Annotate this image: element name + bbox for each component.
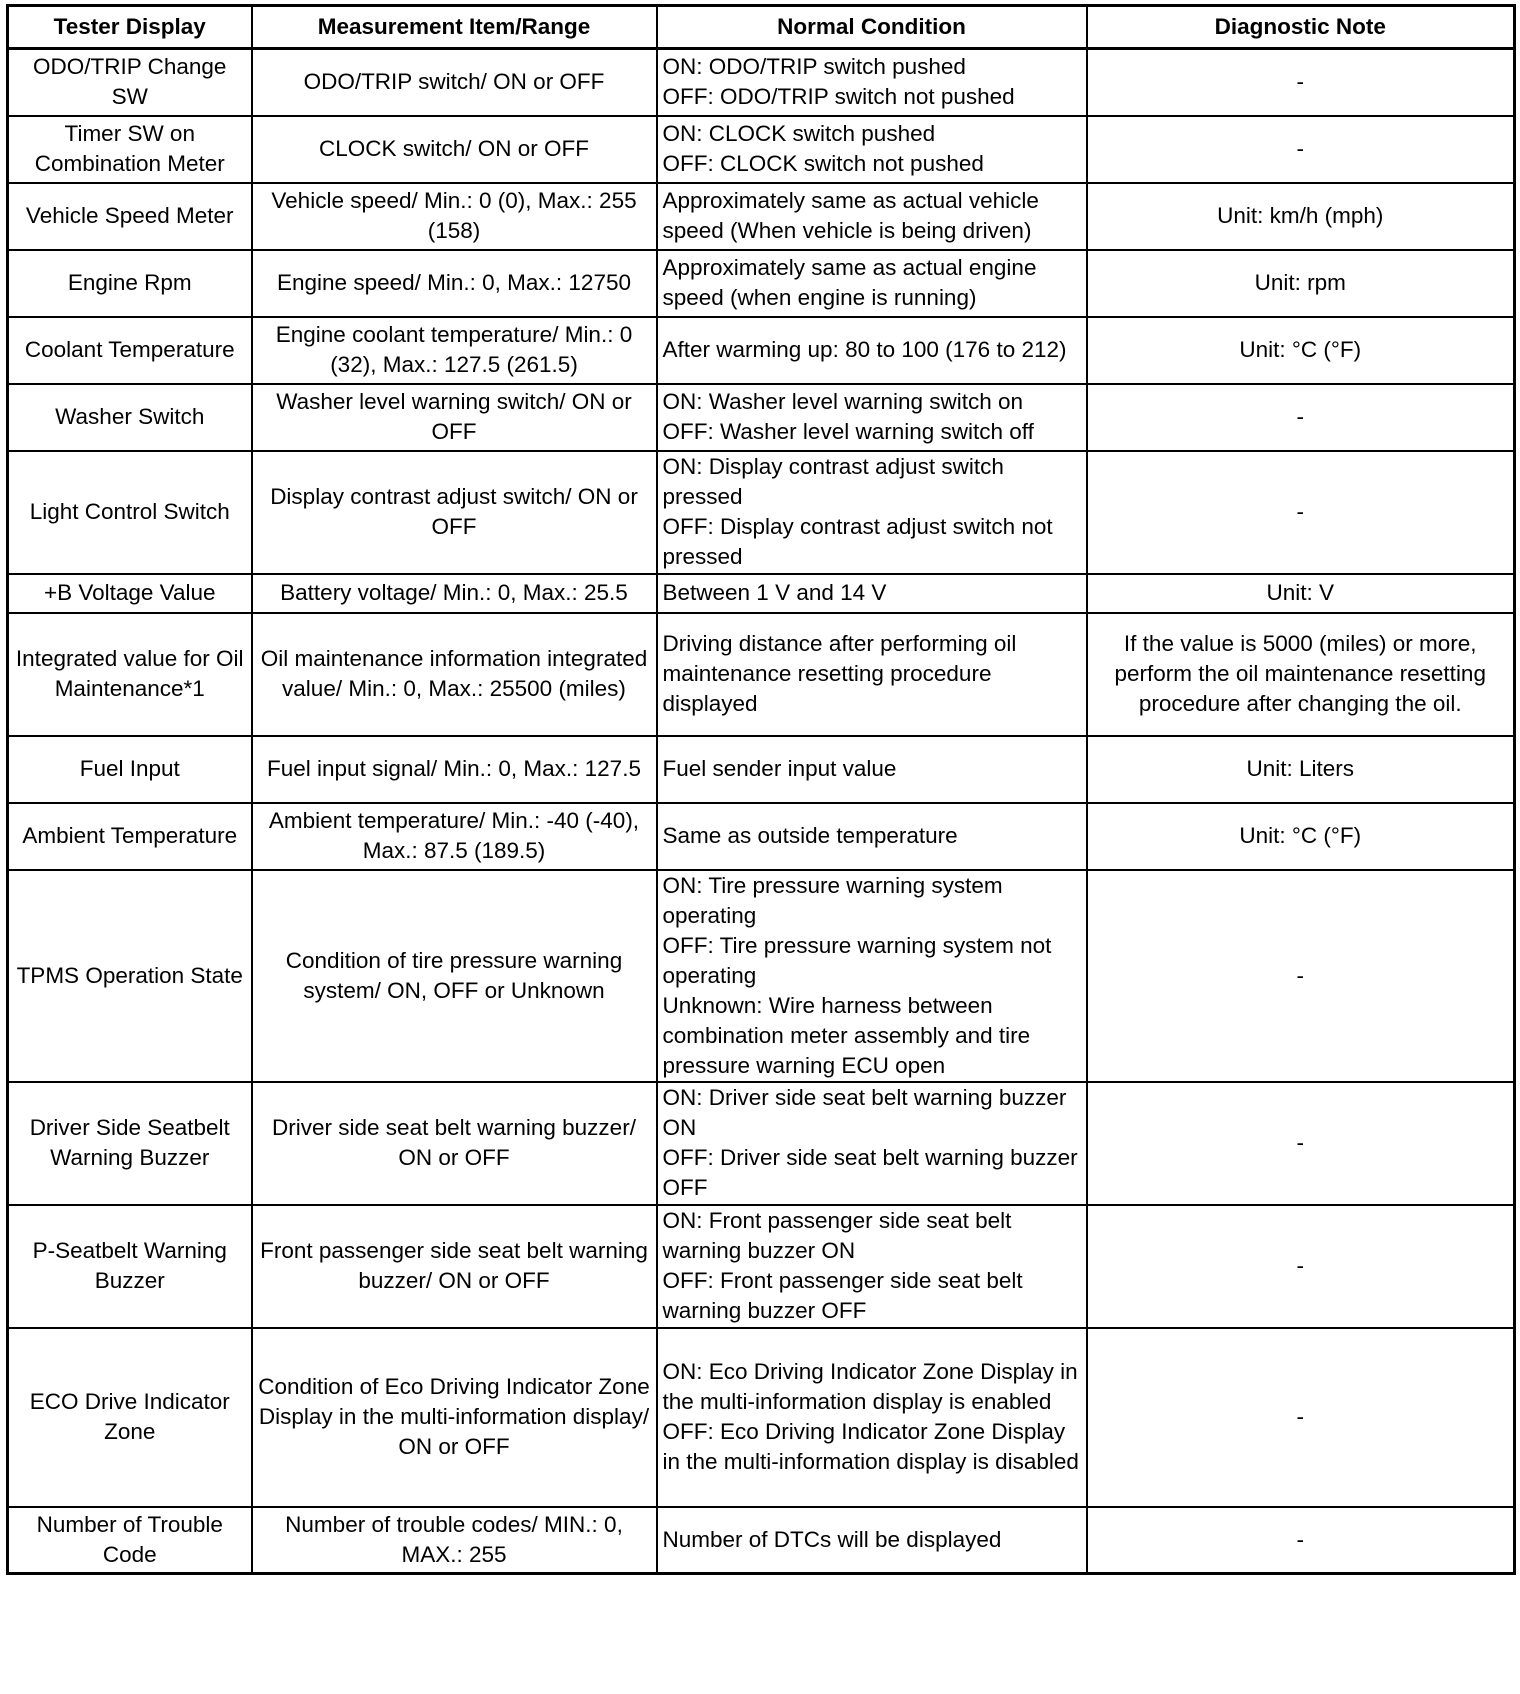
header-tester-display: Tester Display — [8, 6, 252, 49]
measurement-range-cell: Number of trouble codes/ MIN.: 0, MAX.: 255 — [252, 1507, 657, 1574]
table-row — [8, 1082, 1515, 1205]
measurement-range-cell: Engine coolant temperature/ Min.: 0 (32), Max.: 127.5 (261.5) — [252, 317, 657, 384]
diagnostic-note-cell: - — [1087, 451, 1515, 574]
diagnostic-note-cell: Unit: °C (°F) — [1087, 803, 1515, 870]
measurement-range-cell: Front passenger side seat belt warning buzzer/ ON or OFF — [252, 1205, 657, 1328]
normal-condition-line: OFF: Front passenger side seat belt warning buzzer OFF — [662, 1268, 1023, 1323]
diagnostic-note-cell: - — [1087, 1507, 1515, 1574]
header-normal-condition: Normal Condition — [657, 6, 1087, 49]
table-row — [8, 1507, 1515, 1574]
normal-condition-line: OFF: Display contrast adjust switch not pressed — [662, 514, 1053, 569]
normal-condition-line: Approximately same as actual engine speed (when engine is running) — [662, 255, 1037, 310]
tester-display-cell: P-Seatbelt Warning Buzzer — [8, 1205, 252, 1328]
diagnostic-note-cell: Unit: Liters — [1087, 736, 1515, 803]
table-row — [8, 317, 1515, 384]
diagnostic-note-cell: - — [1087, 1205, 1515, 1328]
diagnostic-note-cell: - — [1087, 1328, 1515, 1507]
header-row — [8, 6, 1515, 49]
measurement-range-cell: Fuel input signal/ Min.: 0, Max.: 127.5 — [252, 736, 657, 803]
diagnostic-note-cell: If the value is 5000 (miles) or more, perform the oil maintenance resetting procedure after changing the oil. — [1087, 613, 1515, 736]
data-list-table — [6, 4, 1516, 1575]
normal-condition-line: OFF: Tire pressure warning system not operating — [662, 932, 1052, 988]
normal-condition-cell — [657, 317, 1087, 384]
normal-condition-line: ON: Driver side seat belt warning buzzer ON — [662, 1085, 1067, 1140]
measurement-range-cell: Driver side seat belt warning buzzer/ ON or OFF — [252, 1082, 657, 1205]
normal-condition-cell — [657, 1082, 1087, 1205]
normal-condition-cell — [657, 613, 1087, 736]
normal-condition-line: Same as outside temperature — [662, 823, 958, 848]
tester-display-cell: Washer Switch — [8, 384, 252, 451]
table-row — [8, 574, 1515, 613]
normal-condition-line: Fuel sender input value — [662, 756, 897, 781]
normal-condition-line: Approximately same as actual vehicle speed (When vehicle is being driven) — [662, 188, 1039, 243]
normal-condition-line: ON: Front passenger side seat belt warning buzzer ON — [662, 1208, 1012, 1263]
normal-condition-cell — [657, 384, 1087, 451]
tester-display-cell: Number of Trouble Code — [8, 1507, 252, 1574]
normal-condition-cell — [657, 803, 1087, 870]
measurement-range-cell: CLOCK switch/ ON or OFF — [252, 116, 657, 183]
normal-condition-cell — [657, 1328, 1087, 1507]
measurement-range-cell: ODO/TRIP switch/ ON or OFF — [252, 49, 657, 116]
normal-condition-cell — [657, 250, 1087, 317]
table-row — [8, 1205, 1515, 1328]
measurement-range-cell: Oil maintenance information integrated value/ Min.: 0, Max.: 25500 (miles) — [252, 613, 657, 736]
normal-condition-line: ON: Eco Driving Indicator Zone Display in the multi-information display is enabled — [662, 1359, 1078, 1414]
normal-condition-line: After warming up: 80 to 100 (176 to 212) — [662, 337, 1067, 362]
table-row — [8, 49, 1515, 116]
table-row — [8, 183, 1515, 250]
measurement-range-cell: Display contrast adjust switch/ ON or OFF — [252, 451, 657, 574]
normal-condition-line: OFF: Eco Driving Indicator Zone Display in the multi-information display is disabled — [662, 1419, 1079, 1474]
diagnostic-note-cell: - — [1087, 49, 1515, 116]
data-table-container — [6, 4, 1513, 1575]
normal-condition-cell — [657, 1507, 1087, 1574]
tester-display-cell: Fuel Input — [8, 736, 252, 803]
normal-condition-cell — [657, 451, 1087, 574]
table-row — [8, 803, 1515, 870]
normal-condition-line: Unknown: Wire harness between combination meter assembly and tire pressure warning ECU open — [662, 992, 1031, 1078]
tester-display-cell: +B Voltage Value — [8, 574, 252, 613]
table-row — [8, 250, 1515, 317]
table-row — [8, 870, 1515, 1082]
normal-condition-line: Number of DTCs will be displayed — [662, 1526, 1002, 1552]
measurement-range-cell: Engine speed/ Min.: 0, Max.: 12750 — [252, 250, 657, 317]
tester-display-cell: Timer SW on Combination Meter — [8, 116, 252, 183]
tester-display-cell: Vehicle Speed Meter — [8, 183, 252, 250]
tester-display-cell: ODO/TRIP Change SW — [8, 49, 252, 116]
normal-condition-line: OFF: Washer level warning switch off — [662, 419, 1034, 444]
tester-display-cell: Light Control Switch — [8, 451, 252, 574]
table-row — [8, 1328, 1515, 1507]
normal-condition-line: ON: Tire pressure warning system operating — [662, 872, 1003, 928]
tester-display-cell: Ambient Temperature — [8, 803, 252, 870]
normal-condition-line: OFF: ODO/TRIP switch not pushed — [662, 84, 1015, 110]
table-body — [8, 49, 1515, 1574]
diagnostic-note-cell: Unit: V — [1087, 574, 1515, 613]
normal-condition-cell — [657, 183, 1087, 250]
diagnostic-note-cell: - — [1087, 384, 1515, 451]
diagnostic-note-cell: Unit: km/h (mph) — [1087, 183, 1515, 250]
measurement-range-cell: Washer level warning switch/ ON or OFF — [252, 384, 657, 451]
normal-condition-cell — [657, 49, 1087, 116]
diagnostic-note-cell: - — [1087, 116, 1515, 183]
normal-condition-line: Driving distance after performing oil maintenance resetting procedure displayed — [662, 631, 1017, 716]
normal-condition-cell — [657, 116, 1087, 183]
measurement-range-cell: Vehicle speed/ Min.: 0 (0), Max.: 255 (158) — [252, 183, 657, 250]
tester-display-cell: TPMS Operation State — [8, 870, 252, 1082]
normal-condition-cell — [657, 574, 1087, 613]
normal-condition-line: ON: Display contrast adjust switch pressed — [662, 454, 1004, 509]
normal-condition-line: OFF: Driver side seat belt warning buzzer OFF — [662, 1145, 1078, 1200]
measurement-range-cell: Ambient temperature/ Min.: -40 (-40), Max.: 87.5 (189.5) — [252, 803, 657, 870]
diagnostic-note-cell: - — [1087, 870, 1515, 1082]
normal-condition-line: ON: Washer level warning switch on — [662, 389, 1024, 414]
normal-condition-cell — [657, 1205, 1087, 1328]
table-row — [8, 613, 1515, 736]
measurement-range-cell: Condition of tire pressure warning system/ ON, OFF or Unknown — [252, 870, 657, 1082]
diagnostic-note-cell: Unit: °C (°F) — [1087, 317, 1515, 384]
table-row — [8, 116, 1515, 183]
tester-display-cell: Driver Side Seatbelt Warning Buzzer — [8, 1082, 252, 1205]
tester-display-cell: Integrated value for Oil Maintenance*1 — [8, 613, 252, 736]
header-diagnostic-note: Diagnostic Note — [1087, 6, 1515, 49]
table-row — [8, 384, 1515, 451]
tester-display-cell: Engine Rpm — [8, 250, 252, 317]
measurement-range-cell: Condition of Eco Driving Indicator Zone Display in the multi-information display/ ON or OFF — [252, 1328, 657, 1507]
normal-condition-line: ON: ODO/TRIP switch pushed — [662, 54, 966, 80]
tester-display-cell: ECO Drive Indicator Zone — [8, 1328, 252, 1507]
normal-condition-line: OFF: CLOCK switch not pushed — [662, 151, 984, 176]
normal-condition-cell — [657, 736, 1087, 803]
normal-condition-cell — [657, 870, 1087, 1082]
diagnostic-note-cell: Unit: rpm — [1087, 250, 1515, 317]
header-measurement-item: Measurement Item/Range — [252, 6, 657, 49]
tester-display-cell: Coolant Temperature — [8, 317, 252, 384]
measurement-range-cell: Battery voltage/ Min.: 0, Max.: 25.5 — [252, 574, 657, 613]
table-row — [8, 451, 1515, 574]
table-row — [8, 736, 1515, 803]
normal-condition-line: ON: CLOCK switch pushed — [662, 121, 936, 146]
diagnostic-note-cell: - — [1087, 1082, 1515, 1205]
normal-condition-line: Between 1 V and 14 V — [662, 580, 887, 605]
